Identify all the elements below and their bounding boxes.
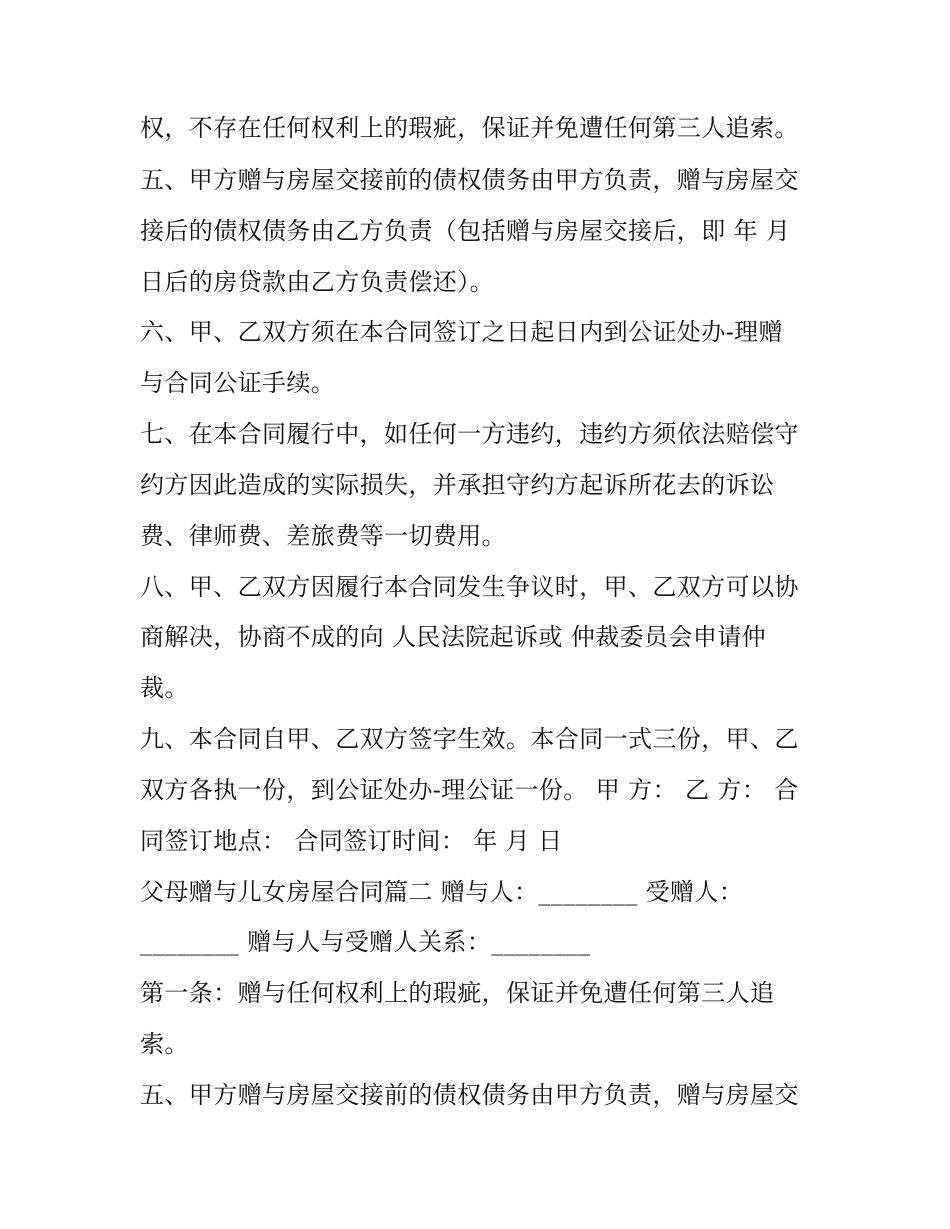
text-line: 父母赠与儿女房屋合同篇二 赠与人：________ 受赠人： (140, 878, 744, 906)
text-line: 商解决，协商不成的向 人民法院起诉或 仲裁委员会申请仲 (140, 623, 767, 651)
text-line: 双方各执一份，到公证处办-理公证一份。 甲 方： 乙 方： 合 (140, 776, 799, 804)
text-line: 索。 (140, 1030, 189, 1058)
text-line: 五、甲方赠与房屋交接前的债权债务由甲方负责，赠与房屋交 (140, 1081, 799, 1109)
text-line: 与合同公证手续。 (140, 369, 336, 397)
text-line: 六、甲、乙双方须在本合同签订之日起日内到公证处办-理赠 (140, 318, 783, 346)
text-line: 裁。 (140, 674, 189, 702)
text-line: 第一条：赠与任何权利上的瑕疵，保证并免遭任何第三人追 (140, 979, 775, 1007)
text-line: 接后的债权债务由乙方负责（包括赠与房屋交接后，即 年 月 (140, 217, 791, 245)
text-line: 约方因此造成的实际损失，并承担守约方起诉所花去的诉讼 (140, 471, 775, 499)
text-line: 九、本合同自甲、乙双方签字生效。本合同一式三份，甲、乙 (140, 725, 799, 753)
text-line: 五、甲方赠与房屋交接前的债权债务由甲方负责，赠与房屋交 (140, 166, 799, 194)
text-line: ________ 赠与人与受赠人关系：________ (140, 928, 591, 956)
text-line: 权，不存在任何权利上的瑕疵，保证并免遭任何第三人追索。 (140, 114, 799, 142)
text-line: 同签订地点： 合同签订时间： 年 月 日 (140, 827, 563, 855)
text-line: 八、甲、乙双方因履行本合同发生争议时，甲、乙双方可以协 (140, 573, 799, 601)
text-line: 七、在本合同履行中，如任何一方违约，违约方须依法赔偿守 (140, 420, 799, 448)
text-line: 费、律师费、差旅费等一切费用。 (140, 522, 506, 550)
text-line: 日后的房贷款由乙方负责偿还）。 (140, 268, 494, 296)
